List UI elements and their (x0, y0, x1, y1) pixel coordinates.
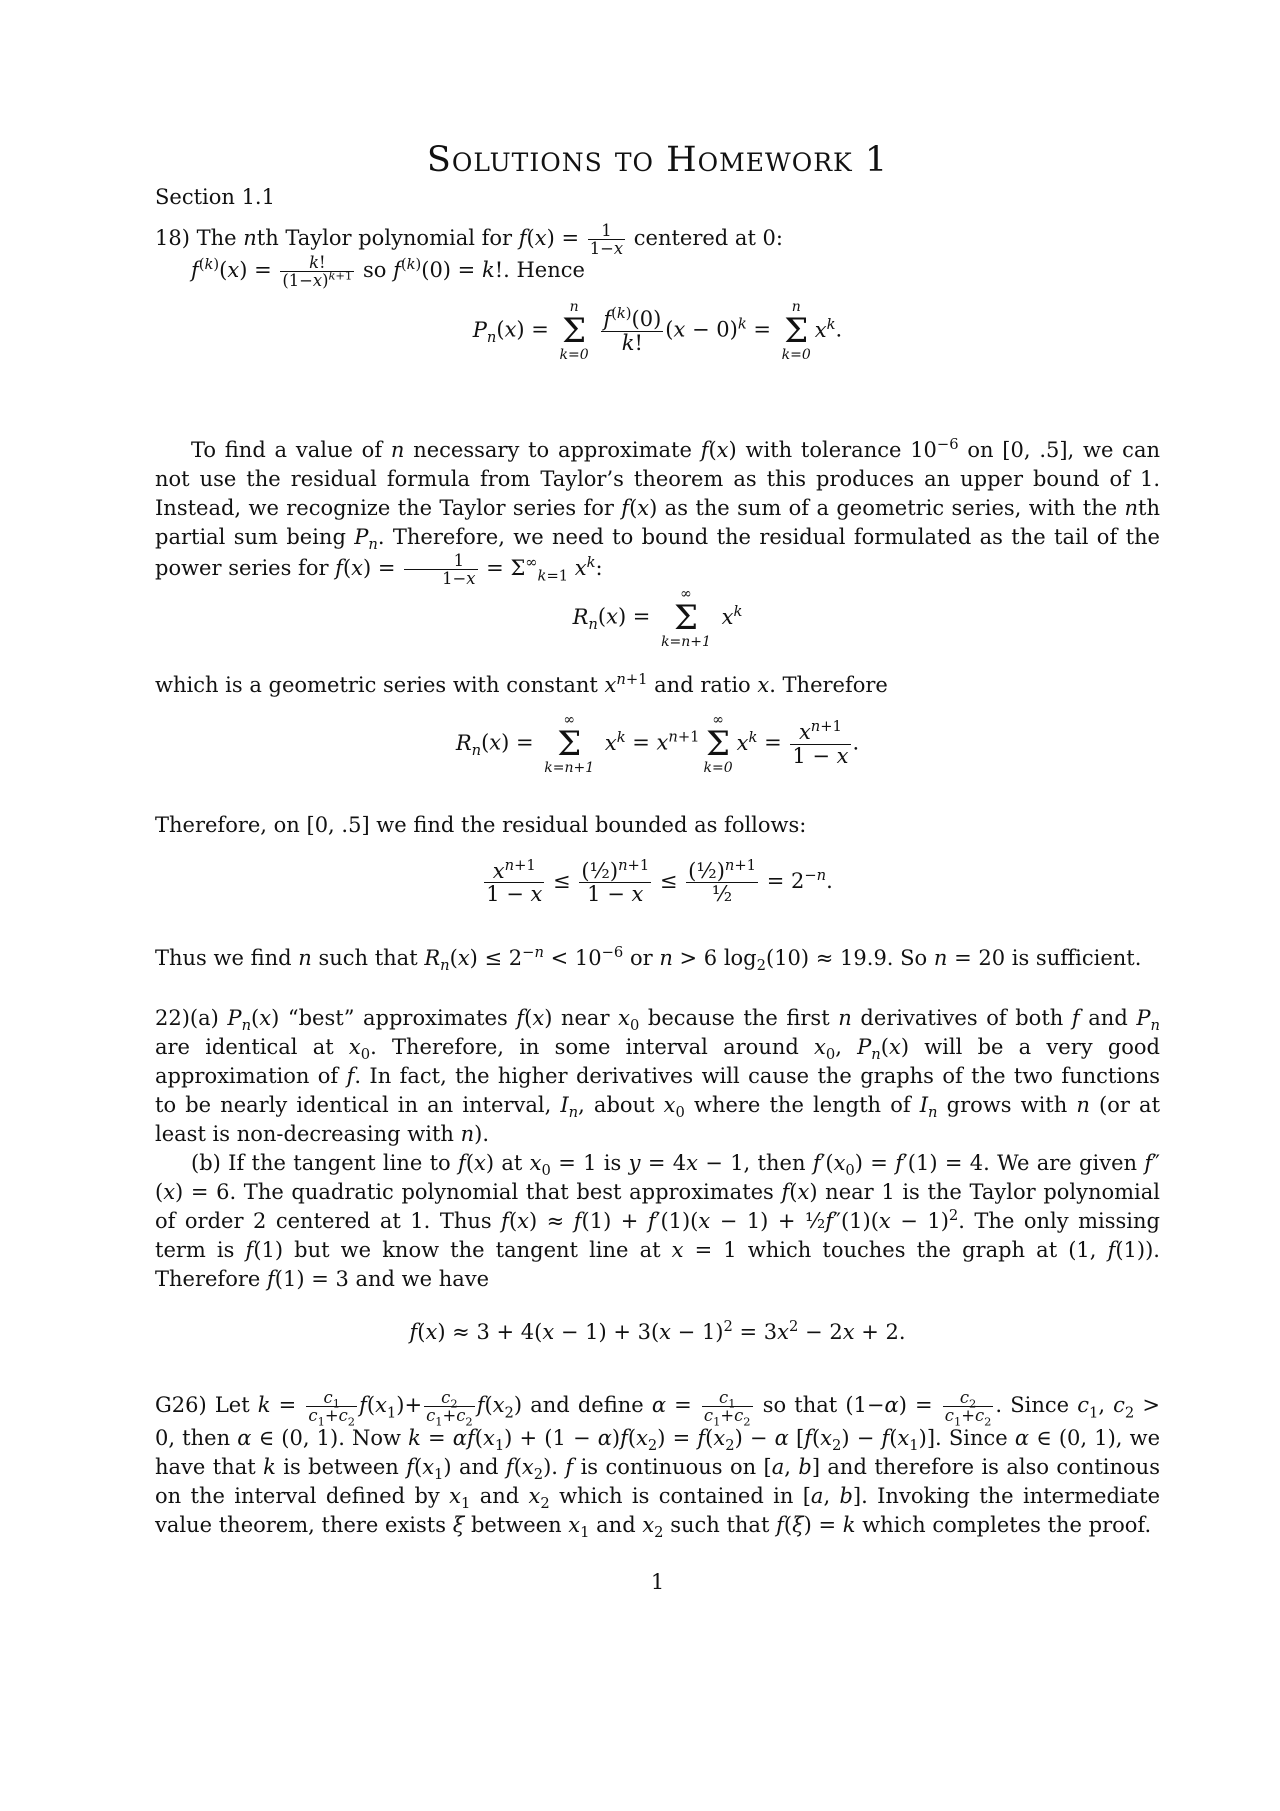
section-heading: Section 1.1 (155, 185, 275, 209)
page-title: Solutions to Homework 1 (426, 140, 889, 180)
equation-residual: $R_n(x)$ = ∞ Σ k=n+1 $x^k$ (572, 586, 743, 650)
equation-taylor-polynomial: $P_n(x)$ = n Σ k=0 $\frac{f^{(k)}(0)}{k!}$ $(x - 0)^k$ = n Σ k=0 $x^k$. (472, 299, 843, 363)
problem-18-intro: 18) The nth Taylor polynomial for f(x) = $\frac{1}{1-x}$ centered at 0: (155, 221, 783, 259)
problem-18-bound-intro: Therefore, on [0, .5] we find the residual bounded as follows: (155, 813, 807, 837)
equation-geometric: $R_n(x)$ = ∞ Σ k=n+1 $x^k = x^{n+1}$ ∞ Σ k=0 $x^k$ = $\frac{x^{n+1}}{1 - x}$ . (455, 712, 860, 776)
equation-quadratic: $f(x) \approx 3 + 4(x - 1) + 3(x - 1)^2 = 3x^2 - 2x + 2$. (409, 1318, 906, 1344)
problem-18-paragraph: To find a value of n necessary to approximate f(x) with tolerance $10^{-6}$ on [0, .5], we can not use the residual formula from Taylor’s theorem as this produces an upper bound of 1. Instead, we recognize the Taylor series for f(x) as the sum of a geometric series, with the nth partial sum being $P_n$. Therefore, we need to bound the residual formulated as the tail of the power series for f(x) = $\frac{1}{1-x}$ = $\Sigma^\infty_{k=1}$ $x^k$: (155, 436, 1160, 589)
problem-18-geometric-note: which is a geometric series with constant $x^{n+1}$ and ratio x. Therefore (155, 671, 888, 697)
problem-18-conclusion: Thus we find n such that $R_n(x) \le 2^{-n} < 10^{-6}$ or n > 6 $\log_2(10) \approx 19.9$. So n = 20 is sufficient. (155, 944, 1142, 975)
page-number: 1 (650, 1570, 665, 1594)
equation-bound: $\frac{x^{n+1}}{1 - x}$ ≤ $\frac{(\frac{1}{2})^{n+1}}{1 - x}$ ≤ $\frac{(\frac{1}{2})^{n+1}}{\text{½}}$ = $2^{-n}$. (486, 857, 833, 907)
problem-g26: G26) Let k = $\frac{c_1}{c_1+c_2}$ $f(x_1)+$ $\frac{c_2}{c_1+c_2}$ $f(x_2)$ and define α = $\frac{c_1}{c_1+c_2}$ so that (1−α) = $\frac{c_2}{c_1+c_2}$ . Since $c_1$, $c_2 > 0$, then α ∈ (0, 1). Now $k = \alpha f(x_1) + (1 - \alpha)f(x_2) = f(x_2) - \alpha$ $[f(x_2) - f(x_1)]$. Since α ∈ (0, 1), we have that k is between $f(x_1)$ and $f(x_2)$. f is continuous on [a, b] and therefore is also continous on the interval defined by $x_1$ and $x_2$ which is contained in [a, b]. Invoking the intermediate value theorem, there exists ξ between $x_1$ and $x_2$ such that f(ξ) = k which completes the proof. (155, 1388, 1161, 1542)
problem-22-part-b: (b) If the tangent line to f(x) at $x_0 = 1$ is y = 4x − 1, then $f'(x_0) = f'(1) = 4$. We are given f″(x) = 6. The quadratic polynomial that best approximates f(x) near 1 is the Taylor polynomial of order 2 centered at 1. Thus f(x) ≈ f(1) + f′(1)(x − 1) + ½f″(1)(x − 1)$^2$. The only missing term is f(1) but we know the tangent line at x = 1 which touches the graph at (1, f(1)). Therefore f(1) = 3 and we have (155, 1151, 1161, 1291)
problem-18-derivative: $f^{(k)}(x)$ = $\frac{k!}{(1-x)^{k+1}}$ so $f^{(k)}(0) = k$!. Hence (191, 253, 585, 291)
problem-22-part-a: 22)(a) $P_n(x)$ “best” approximates f(x) near $x_0$ because the first n derivatives of both f and $P_n$ are identical at $x_0$. Therefore, in some interval around $x_0$, $P_n(x)$ will be a very good approximation of f. In fact, the higher derivatives will cause the graphs of the two functions to be nearly identical in an interval, $I_n$, about $x_0$ where the length of $I_n$ grows with n (or at least is non-decreasing with n). (155, 1006, 1161, 1146)
